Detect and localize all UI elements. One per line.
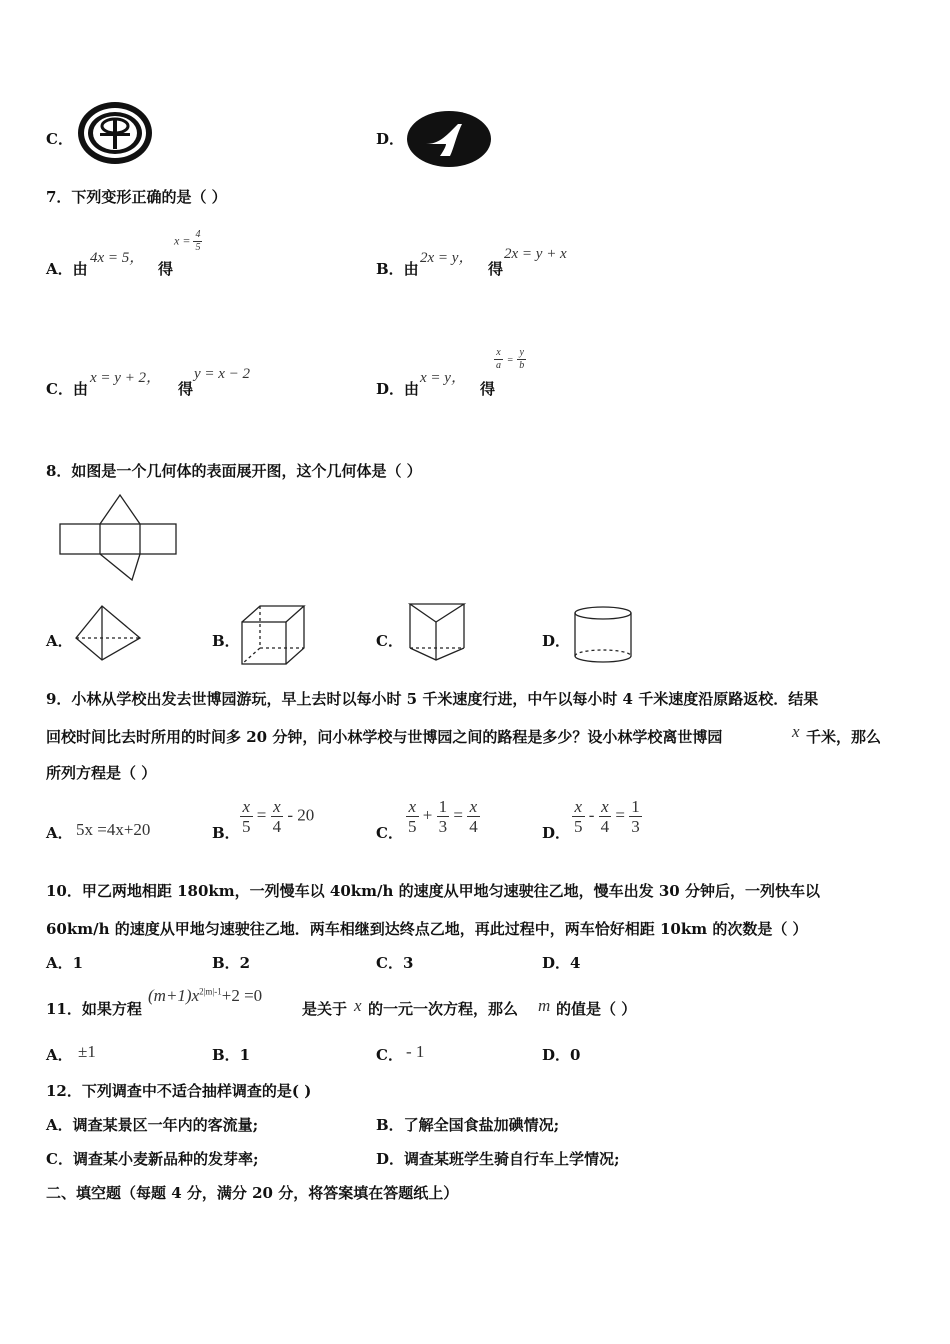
q7-d-math1: x = y， [420,370,466,386]
q11-eq-base: (m+1)x [148,986,200,1005]
q7-a-de: 得 [158,260,174,278]
q9-d-op: - [588,805,595,825]
q8-option-c-label: C． [376,632,403,650]
q10-option-a: A．1 [46,954,84,972]
q11-a-label: A． [46,1046,73,1064]
brilliance-logo-image [76,100,154,166]
q7-stem: 7．下列变形正确的是（ ） [46,188,227,206]
q9-d-frac2: $\frac{x}{4}$ [600,797,610,836]
swoosh-logo-image [406,110,492,168]
q10-line1: 10．甲乙两地相距 180km，一列慢车以 40km/h 的速度从甲地匀速驶往乙地，慢车出发 30 分钟后，一列快车以 [46,882,820,900]
q12-stem: 12．下列调查中不适合抽样调查的是( ) [46,1082,312,1100]
q7-c-label: C．由 [46,380,88,398]
q9-d-expr [572,798,642,835]
tetrahedron-figure [72,604,146,664]
section-fill-in-blank-heading: 二、填空题（每题 4 分，满分 20 分，将答案填在答题纸上） [46,1184,459,1202]
q7-b-math1: 2x = y， [420,250,474,266]
q9-b-frac1: $\frac{x}{5}$ [242,797,251,836]
q8-option-d-label: D． [542,632,571,650]
q7-a-label: A．由 [46,260,88,278]
q9-c-op: + [422,805,433,825]
q7-d-frac1: $\frac{x}{a}$ [496,347,501,371]
q9-d-eq: = [615,805,626,825]
q9-line2a: 回校时间比去时所用的时间多 20 分钟，问小林学校与世博园之间的路程是多少？设小林学校离世博园 [46,728,723,746]
q7-c-math1: x = y + 2， [90,370,162,386]
q11-var-x: x [354,996,362,1015]
q11-c-label: C． [376,1046,403,1064]
q12-option-a: A．调查某景区一年内的客流量; [46,1116,259,1134]
q11-c-value: - 1 [406,1042,425,1061]
q9-d-label: D． [542,824,571,842]
q7-a-frac-lhs: x = [174,233,191,248]
q11-mid2: 的一元一次方程，那么 [368,1000,519,1018]
q7-a-fraction: $\frac{4}{5}$ [195,229,201,253]
q7-b-label: B．由 [376,260,419,278]
q7-d-math2 [494,348,526,371]
q11-mid: 是关于 [302,1000,348,1018]
q9-c-frac3: $\frac{x}{4}$ [469,797,478,836]
q8-stem: 8．如图是一个几何体的表面展开图，这个几何体是（ ） [46,462,422,480]
q7-b-math2: 2x = y + x [504,246,567,262]
q9-a-expr: 5x =4x+20 [76,820,151,839]
q9-c-frac1: $\frac{x}{5}$ [408,797,417,836]
prism-net-figure [58,492,180,584]
q9-d-frac3: $\frac{1}{3}$ [631,797,640,836]
q9-d-frac1: $\frac{x}{5}$ [574,797,583,836]
q7-a-math2 [174,230,202,253]
q7-b-de: 得 [488,260,504,278]
q7-a-math1: 4x = 5， [90,250,145,266]
q9-line2-var: x [792,722,800,741]
q11-option-d: D．0 [542,1046,581,1064]
q8-option-b-label: B． [212,632,240,650]
q12-option-c: C．调查某小麦新品种的发芽率; [46,1150,259,1168]
q9-c-frac2: $\frac{1}{3}$ [438,797,448,836]
q11-equation [148,986,262,1006]
q11-suffix: 的值是（ ） [556,1000,637,1018]
q9-a-label: A． [46,824,73,842]
q6-option-d-label: D． [376,130,405,148]
cylinder-figure [572,604,634,666]
q7-d-eq: = [506,354,514,366]
q9-b-eq: = [256,805,267,825]
q9-b-label: B． [212,824,240,842]
q10-option-b: B．2 [212,954,251,972]
q7-c-de: 得 [178,380,194,398]
q10-line2: 60km/h 的速度从甲地匀速驶往乙地．两车相继到达终点乙地，再此过程中，两车恰好相距 10km 的次数是（ ） [46,920,808,938]
q7-d-frac2: $\frac{y}{b}$ [519,347,525,371]
q9-c-eq: = [453,805,463,825]
q10-option-c: C．3 [376,954,414,972]
q12-option-d: D．调查某班学生骑自行车上学情况; [376,1150,620,1168]
q7-d-label: D．由 [376,380,420,398]
cube-figure [240,604,308,666]
q10-option-d: D．4 [542,954,581,972]
q9-b-tail: - 20 [287,805,315,825]
triangular-prism-figure [406,600,468,664]
q9-b-frac2: $\frac{x}{4}$ [272,797,282,836]
q11-a-value: ±1 [78,1042,96,1061]
q11-eq-exp: 2|m|-1 [199,986,222,997]
q9-c-label: C． [376,824,403,842]
q11-eq-tail: +2 =0 [221,986,263,1005]
q9-line1: 9．小林从学校出发去世博园游玩，早上去时以每小时 5 千米速度行进，中午以每小时 4 千米速度沿原路返校．结果 [46,690,819,708]
q9-line3: 所列方程是（ ） [46,764,157,782]
q7-d-de: 得 [480,380,496,398]
q11-prefix: 11．如果方程 [46,1000,142,1018]
q6-option-c-label: C． [46,130,73,148]
q12-option-b: B．了解全国食盐加碘情况; [376,1116,560,1134]
q9-line2b: 千米，那么 [806,728,882,746]
q9-c-expr [406,798,480,835]
q11-option-b: B．1 [212,1046,251,1064]
q9-b-expr [240,798,314,835]
q7-c-math2: y = x − 2 [194,366,251,382]
q8-option-a-label: A． [46,632,73,650]
q11-var-m: m [538,996,551,1015]
